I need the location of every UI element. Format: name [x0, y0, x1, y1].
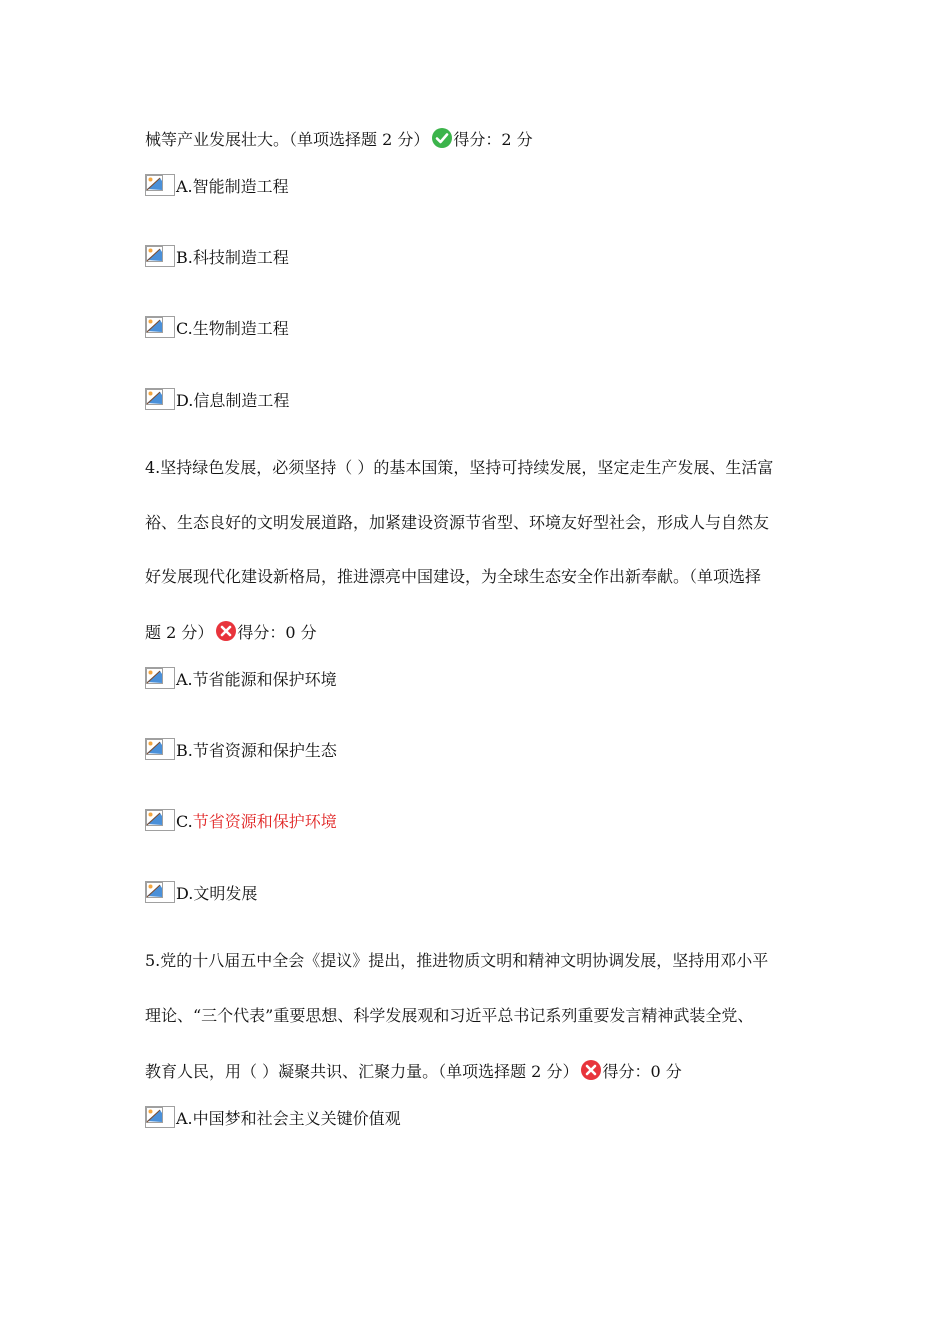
q5-question-line: 5.党的十八届五中全会《提议》提出，推进物质文明和精神文明协调发展，坚持用邓小平: [145, 951, 769, 970]
broken-image-icon: [145, 667, 175, 689]
q3-option-c[interactable]: [145, 314, 289, 338]
q5-option-a-letter: A.: [176, 1109, 193, 1128]
q3-option-b-letter: B.: [176, 248, 193, 267]
q4-option-b[interactable]: [145, 736, 337, 760]
q3-option-a[interactable]: [145, 172, 289, 196]
q4-question-line: 好发展现代化建设新格局，推进漂亮中国建设，为全球生态安全作出新奉献。（单项选择: [145, 567, 762, 586]
q3-option-b-text: 科技制造工程: [192, 248, 289, 267]
broken-image-icon: [145, 738, 175, 760]
q3-question-tail: [145, 128, 533, 150]
broken-image-icon: [145, 881, 175, 903]
q3-option-d-text: 信息制造工程: [193, 391, 290, 410]
q4-option-d[interactable]: [145, 879, 257, 903]
q3-option-d[interactable]: [145, 386, 289, 410]
broken-image-icon: [145, 316, 175, 338]
q4-option-d-letter: D.: [176, 884, 194, 903]
q4-question-line-last: [145, 621, 317, 643]
q4-option-a-text: 节省能源和保护环境: [192, 670, 337, 689]
q5-question-line: 理论、“三个代表”重要思想、科学发展观和习近平总书记系列重要发言精神武装全党、: [145, 1006, 754, 1025]
q4-option-a[interactable]: [145, 665, 337, 689]
q3-option-a-text: 智能制造工程: [192, 177, 289, 196]
q3-option-a-letter: A.: [176, 177, 193, 196]
x-circle-icon: [216, 621, 236, 641]
q3-option-d-letter: D.: [176, 391, 194, 410]
q4-score: 得分：0 分: [237, 623, 317, 642]
broken-image-icon: [145, 809, 175, 831]
broken-image-icon: [145, 174, 175, 196]
q4-question-line: 4.坚持绿色发展，必须坚持（ ）的基本国策，坚持可持续发展，坚定走生产发展、生活富: [145, 458, 774, 477]
q5-option-a[interactable]: [145, 1104, 401, 1128]
q4-option-b-letter: B.: [176, 741, 193, 760]
q3-option-c-text: 生物制造工程: [192, 319, 289, 338]
q4-option-c[interactable]: [145, 807, 337, 831]
q4-option-a-letter: A.: [176, 670, 193, 689]
q3-option-b[interactable]: [145, 243, 289, 267]
q4-option-d-text: 文明发展: [193, 884, 258, 903]
broken-image-icon: [145, 245, 175, 267]
q4-question-text: 题 2 分）: [145, 623, 214, 642]
q3-score: 得分：2 分: [453, 130, 533, 149]
q3-question-text: 械等产业发展壮大。（单项选择题 2 分）: [145, 130, 430, 149]
q4-question-line: 裕、生态良好的文明发展道路，加紧建设资源节省型、环境友好型社会，形成人与自然友: [145, 513, 770, 532]
check-circle-icon: [432, 128, 452, 148]
q4-option-c-letter: C.: [176, 812, 193, 831]
q5-question-text: 教育人民，用（ ）凝聚共识、汇聚力量。（单项选择题 2 分）: [145, 1062, 579, 1081]
q4-option-c-text: 节省资源和保护环境: [192, 812, 337, 831]
broken-image-icon: [145, 1106, 175, 1128]
broken-image-icon: [145, 388, 175, 410]
x-circle-icon: [581, 1060, 601, 1080]
q4-option-b-text: 节省资源和保护生态: [192, 741, 337, 760]
q3-option-c-letter: C.: [176, 319, 193, 338]
q5-option-a-text: 中国梦和社会主义关键价值观: [192, 1109, 401, 1128]
q5-question-line-last: [145, 1060, 682, 1082]
q5-score: 得分：0 分: [602, 1062, 682, 1081]
